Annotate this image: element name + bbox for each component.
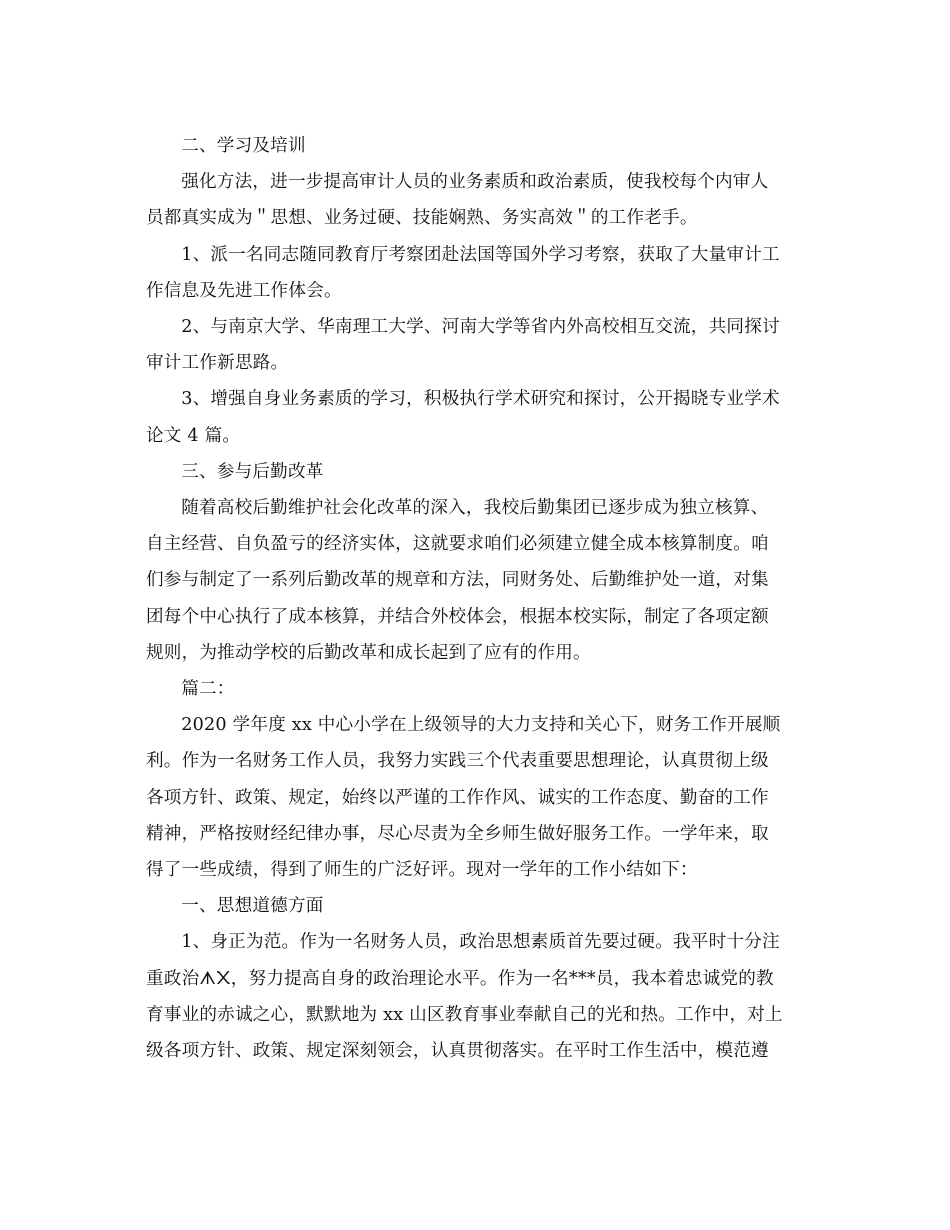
text-line: 重政治ᗑ᙭，努力提高自身的政治理论水平。作为一名***员，我本着忠诚党的教 xyxy=(146,968,774,989)
text-line: 们参与制定了一系列后勤改革的规章和方法，同财务处、后勤维护处一道，对集 xyxy=(146,570,769,591)
text-line: 审计工作新思路。 xyxy=(146,353,289,374)
text-line: 二、学习及培训 xyxy=(181,136,306,156)
text-line: 精神，严格按财经纪律办事，尽心尽责为全乡师生做好服务工作。一学年来，取 xyxy=(146,823,769,844)
paragraph-item-2 xyxy=(146,309,806,381)
text-line: 级各项方针、政策、规定深刻领会，认真贯彻落实。在平时工作生活中，模范遵 xyxy=(146,1041,769,1062)
text-line: 3、增强自身业务素质的学习，积极执行学术研究和探讨，公开揭晓专业学术 xyxy=(181,389,780,410)
paragraph-logistics xyxy=(146,490,806,671)
text-line: 团每个中心执行了成本核算，并结合外校体会，根据本校实际，制定了各项定额 xyxy=(146,606,769,627)
text-line: 2、与南京大学、华南理工大学、河南大学等省内外高校相互交流，共同探讨 xyxy=(181,317,780,338)
text-line: 1、派一名同志随同教育厅考察团赴法国等国外学习考察，获取了大量审计工 xyxy=(181,244,780,265)
text-line: 2020 学年度 xx 中心小学在上级领导的大力支持和关心下，财务工作开展顺 xyxy=(181,715,781,736)
text-line: 规则，为推动学校的后勤改革和成长起到了应有的作用。 xyxy=(146,642,591,663)
section-heading-logistics xyxy=(146,454,806,490)
text-line: 随着高校后勤维护社会化改革的深入，我校后勤集团已逐步成为独立核算、 xyxy=(181,498,769,519)
text-line: 1、身正为范。作为一名财务人员，政治思想素质首先要过硬。我平时十分注 xyxy=(181,932,780,953)
text-line: 强化方法，进一步提高审计人员的业务素质和政治素质，使我校每个内审人 xyxy=(181,172,769,193)
text-line: 论文 4 篇。 xyxy=(146,425,241,446)
text-line: 育事业的赤诚之心，默默地为 xx 山区教育事业奉献自己的光和热。工作中，对上 xyxy=(146,1004,783,1025)
text-line: 员都真实成为＂思想、业务过硬、技能娴熟、务实高效＂的工作老手。 xyxy=(146,208,698,229)
text-line: 利。作为一名财务工作人员，我努力实践三个代表重要思想理论，认真贯彻上级 xyxy=(146,751,769,772)
text-line: 各项方针、政策、规定，始终以严谨的工作作风、诚实的工作态度、勤奋的工作 xyxy=(146,787,769,808)
section-heading-part-two xyxy=(146,671,806,707)
text-line: 篇二： xyxy=(181,679,235,700)
document-body xyxy=(146,128,806,1069)
text-line: 自主经营、自负盈亏的经济实体，这就要求咱们必须建立健全成本核算制度。咱 xyxy=(146,534,769,555)
text-line: 三、参与后勤改革 xyxy=(181,461,324,482)
text-line: 作信息及先进工作体会。 xyxy=(146,280,342,301)
paragraph-item-3 xyxy=(146,381,806,453)
section-heading-ethics xyxy=(146,888,806,924)
section-heading-training xyxy=(146,128,806,164)
paragraph-part-two-intro xyxy=(146,707,806,888)
text-line: 一、思想道德方面 xyxy=(181,896,324,917)
text-line: 得了一些成绩，得到了师生的广泛好评。现对一学年的工作小结如下： xyxy=(146,860,698,881)
paragraph-item-1 xyxy=(146,237,806,309)
paragraph-training-intro xyxy=(146,164,806,236)
paragraph-ethics-1 xyxy=(146,924,806,1069)
